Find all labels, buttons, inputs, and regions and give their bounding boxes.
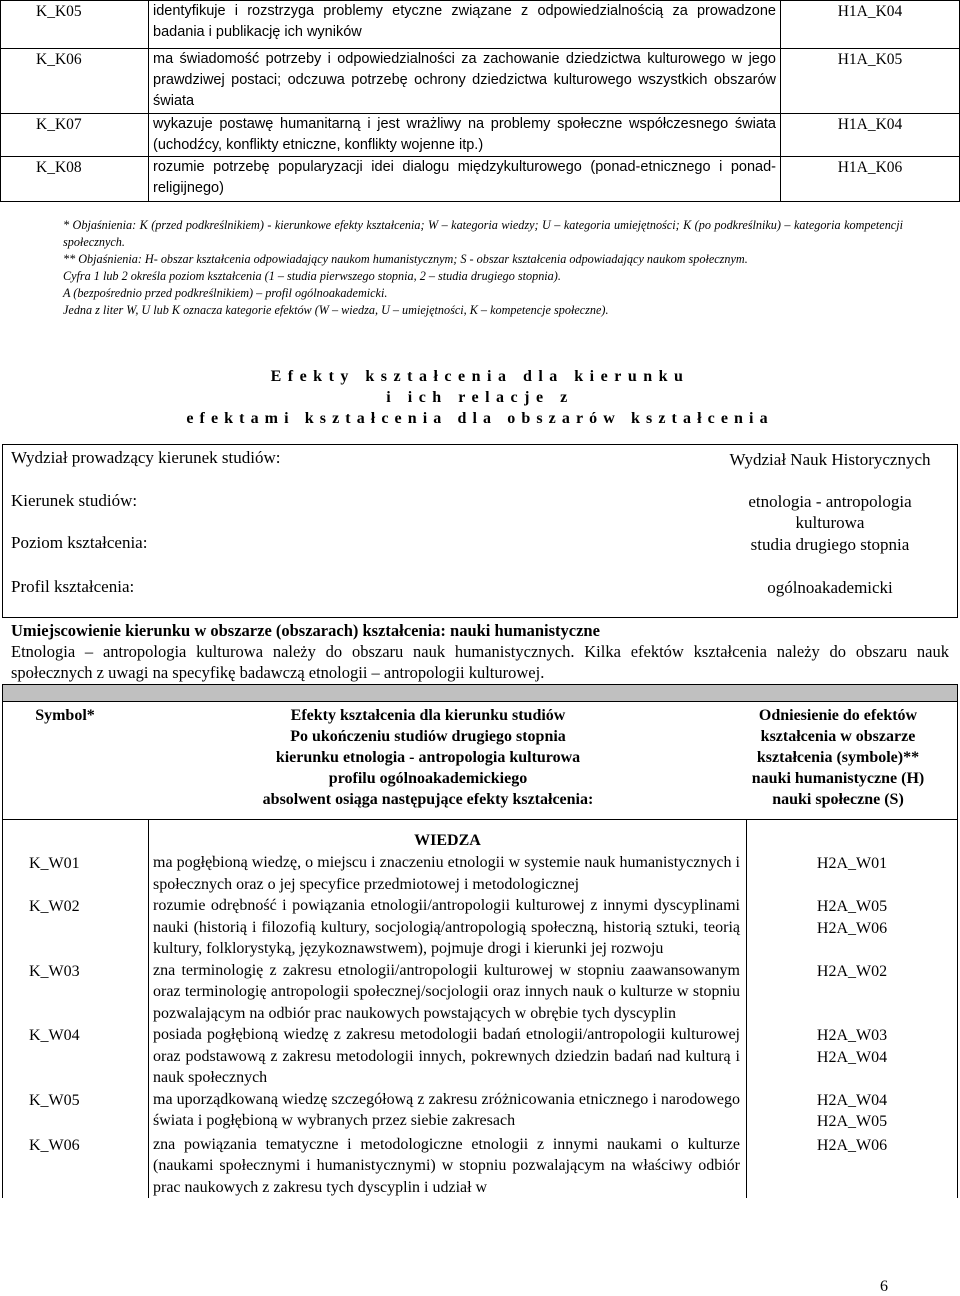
note: Jedna z liter W, U lub K oznacza kategorie efektów (W – wiedza, U – umiejętności, K – kompetencje społeczne). <box>63 303 609 317</box>
effect-code: K_W04 <box>3 1024 149 1089</box>
effect-reference: H1A_K04 <box>781 1 960 49</box>
header-line: profilu ogólnoakademickiego <box>328 770 528 787</box>
section-row <box>3 820 958 852</box>
header-line: nauki humanistyczne (H) <box>751 770 925 787</box>
effect-reference: H2A_W01 <box>747 852 958 895</box>
table-row <box>3 1089 958 1134</box>
table-row <box>3 852 958 895</box>
location-heading: Umiejscowienie kierunku w obszarze (obszarach) kształcenia: nauki humanistyczne <box>11 621 600 640</box>
footnotes <box>63 217 903 319</box>
effect-description: identyfikuje i rozstrzyga problemy etyczne związane z odpowiedzialnością za prowadzone badania i publikację ich wyników <box>149 1 781 49</box>
field-location <box>11 620 949 683</box>
location-text: Etnologia – antropologia kulturowa należy do obszaru nauk humanistycznych. Kilka efektów kształcenia należy do obszaru nauk społecznych z uwagi na specyfikę badawczą etnologii – antropologii kulturowej. <box>11 642 949 682</box>
effect-code: K_K08 <box>1 157 149 202</box>
table-row <box>3 895 958 960</box>
effect-description: rozumie odrębność i powiązania etnologii/antropologii kulturowej z innymi dyscyplinami nauki (historią i filozofią kultury, socjologią/antropologią społeczną, historią sztuki, teorią kultury, folklorystyką, językoznawstwem), pojmuje drogi i kierunki jej rozwoju <box>149 895 747 960</box>
section-heading: WIEDZA <box>149 820 747 852</box>
effect-code: K_W03 <box>3 960 149 1025</box>
title-line: i ich relacje z <box>386 389 574 406</box>
header-line: absolwent osiąga następujące efekty kształcenia: <box>262 791 594 808</box>
page-title <box>0 366 960 429</box>
effect-description: posiada pogłębioną wiedzę z zakresu metodologii badań etnologii/antropologii kulturowej oraz podstawową z zakresu metodologii innych, pokrewnych dziedzin badań nad kulturą i nauk społecznych <box>149 1024 747 1089</box>
effect-reference: H2A_W03 H2A_W04 <box>747 1024 958 1089</box>
table-row <box>1 157 960 202</box>
effect-description: rozumie potrzebę popularyzacji idei dialogu międzykulturowego (ponad-etnicznego i ponad-religijnego) <box>149 157 781 202</box>
header-line: nauki społeczne (S) <box>772 791 904 808</box>
effect-code: K_W01 <box>3 852 149 895</box>
faculty-label: Wydział prowadzący kierunek studiów: <box>11 448 281 467</box>
title-line: efektami kształcenia dla obszarów kształcenia <box>186 410 774 427</box>
symbol-header: Symbol* <box>35 707 95 724</box>
profile-value: ogólnoakademicki <box>767 578 893 597</box>
effect-reference: H2A_W04 H2A_W05 <box>747 1089 958 1134</box>
table-row <box>1 1 960 49</box>
page-number: 6 <box>880 1278 888 1295</box>
effects-header <box>128 705 728 810</box>
effects-table <box>2 820 958 1198</box>
effect-code: K_W05 <box>3 1089 149 1134</box>
header-line: kierunku etnologia - antropologia kulturowa <box>275 749 581 766</box>
effect-code: K_K06 <box>1 49 149 114</box>
effect-code: K_K05 <box>1 1 149 49</box>
title-line: Efekty kształcenia dla kierunku <box>270 368 690 385</box>
profile-label: Profil kształcenia: <box>11 577 135 596</box>
level-label: Poziom kształcenia: <box>11 533 148 552</box>
header-line: Efekty kształcenia dla kierunku studiów <box>290 707 566 724</box>
table-row <box>3 1134 958 1199</box>
note: A (bezpośrednio przed podkreślnikiem) – profil ogólnoakademicki. <box>63 286 388 300</box>
effect-reference: H1A_K04 <box>781 114 960 157</box>
note: * Objaśnienia: K (przed podkreślnikiem) - kierunkowe efekty kształcenia; W – kategoria wiedzy; U – kategoria umiejętności; K (po podkreślniku) – kategoria kompetencji społecznych. <box>63 218 903 249</box>
header-line: Po ukończeniu studiów drugiego stopnia <box>290 728 566 745</box>
effect-code: K_W02 <box>3 895 149 960</box>
effect-reference: H2A_W05 H2A_W06 <box>747 895 958 960</box>
field-value: etnologia - antropologia kulturowa <box>748 492 912 532</box>
header-line: Odniesienie do efektów kształcenia w obszarze kształcenia (symbole)** <box>756 707 920 766</box>
effect-description: ma pogłębioną wiedzę, o miejscu i znaczeniu etnologii w systemie nauk humanistycznych i społecznych oraz o jej specyfice przedmiotowej i metodologicznej <box>149 852 747 895</box>
field-label: Kierunek studiów: <box>11 491 138 510</box>
note: Cyfra 1 lub 2 określa poziom kształcenia (1 – studia pierwszego stopnia, 2 – studia drugiego stopnia). <box>63 269 561 283</box>
effect-reference: H2A_W06 <box>747 1134 958 1199</box>
effect-description: wykazuje postawę humanitarną i jest wrażliwy na problemy społeczne współczesnego świata (uchodźcy, konflikty etniczne, konflikty wojenne itp.) <box>149 114 781 157</box>
table-row <box>1 114 960 157</box>
table-row <box>3 1024 958 1089</box>
note: ** Objaśnienia: H- obszar kształcenia odpowiadający naukom humanistycznym; S - obszar kształcenia odpowiadający naukom społecznym. <box>63 252 748 266</box>
effect-description: zna terminologię z zakresu etnologii/antropologii kulturowej w stopniu zaawansowanym oraz terminologię antropologii społecznej/socjologii oraz innych nauk o kulturze w stopniu pozwalającym na odbiór prac naukowych powstających w obrębie tych dyscyplin <box>149 960 747 1025</box>
competence-table <box>0 0 960 202</box>
effect-reference: H2A_W02 <box>747 960 958 1025</box>
level-value: studia drugiego stopnia <box>750 535 910 554</box>
separator-bar <box>2 684 958 702</box>
effect-reference: H1A_K05 <box>781 49 960 114</box>
divider <box>2 617 958 618</box>
table-row <box>1 49 960 114</box>
effect-code: K_W06 <box>3 1134 149 1199</box>
effect-description: ma uporządkowaną wiedzę szczegółową z zakresu zróżnicowania etnicznego i narodowego świata i pogłębioną w wybranych przez siebie zakresach <box>149 1089 747 1134</box>
effect-code: K_K07 <box>1 114 149 157</box>
effect-description: zna powiązania tematyczne i metodologiczne etnologii z innymi naukami o kulturze (naukami społecznymi i humanistycznymi) w stopniu pozwalającym na właściwy odbiór prac naukowych z zakresu tych dyscyplin i udział w <box>149 1134 747 1199</box>
effect-reference: H1A_K06 <box>781 157 960 202</box>
effect-description: ma świadomość potrzeby i odpowiedzialności za zachowanie dziedzictwa kulturowego w jego prawdziwej postaci; odczuwa potrzebę ochrony dziedzictwa kulturowego wszystkich obszarów świata <box>149 49 781 114</box>
reference-header <box>738 705 938 810</box>
faculty-value: Wydział Nauk Historycznych <box>729 450 931 469</box>
table-row <box>3 960 958 1025</box>
